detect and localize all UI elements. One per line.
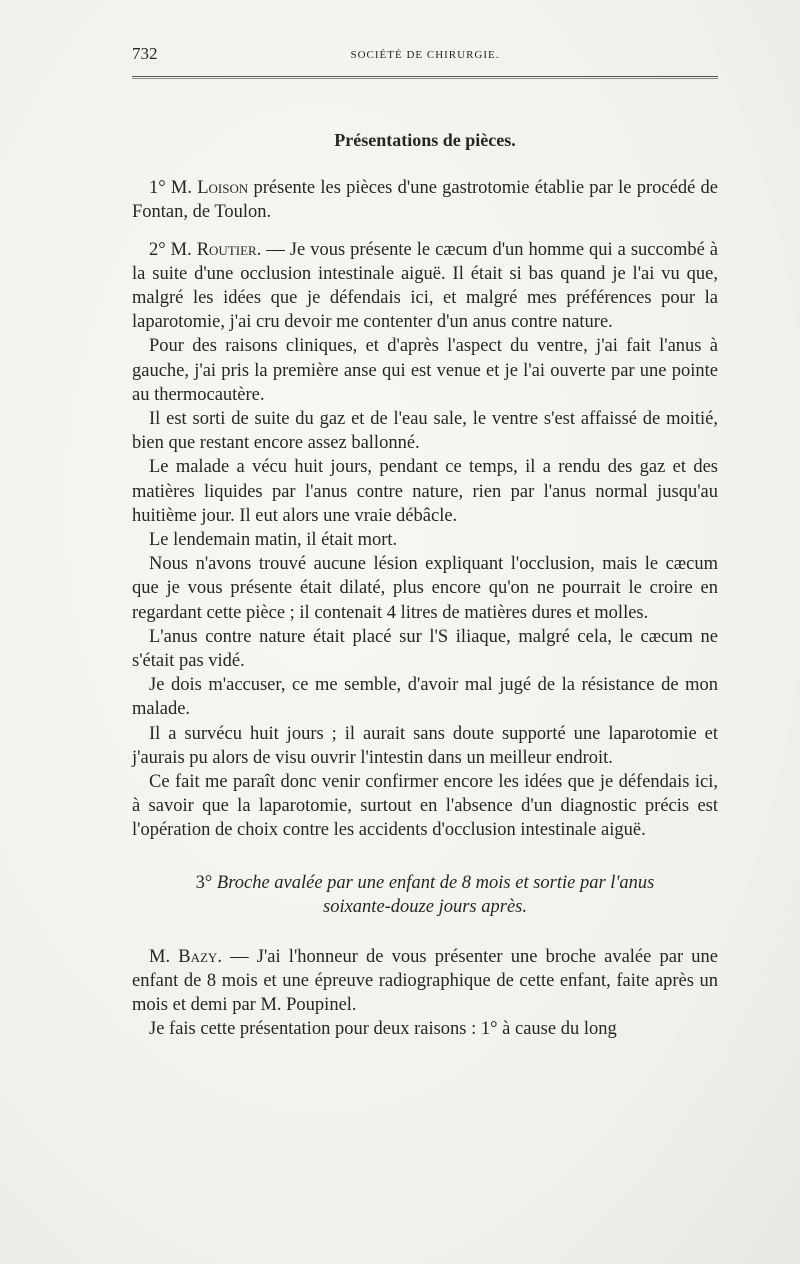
section-title: Présentations de pièces. [334,130,516,150]
paragraph: Il est sorti de suite du gaz et de l'eau sale, le ventre s'est affaissé de moitié, bien que restant encore assez ballonné. [132,409,718,454]
body-text [132,128,718,1042]
item-3-speaker-prefix: M. [149,946,179,967]
paragraph: Ce fait me paraît donc venir confirmer encore les idées que je défendais ici, à savoir que la laparotomie, surtout en l'absence d'un diagnostic précis est l'opération de choix contre les accidents d'occlusion intestinale aiguë. [132,772,718,841]
item-3-title-line-1: Broche avalée par une enfant de 8 mois et sortie par l'anus [216,872,655,893]
item-3-intro-text: . — J'ai l'honneur de vous présenter une broche avalée par une enfant de 8 mois et une épreuve radiographique de cette enfant, faite après un mois et demi par M. Poupinel. [132,946,719,1016]
paragraph: Le lendemain matin, il était mort. [149,530,398,551]
item-1-paragraph [132,176,718,224]
paragraph: Je fais cette présentation pour deux raisons : 1° à cause du long [149,1019,617,1040]
paragraph: Je dois m'accuser, ce me semble, d'avoir mal jugé de la résistance de mon malade. [132,675,718,720]
item-3-speaker: Bazy [178,946,218,967]
item-2-name: Routier [196,239,257,260]
paragraph: L'anus contre nature était placé sur l'S iliaque, malgré cela, le cæcum ne s'était pas vidé. [132,626,718,672]
item-2-intro [132,238,718,335]
header-rule [132,76,718,79]
item-3-number: 3° [195,872,217,893]
item-1-text: présente les pièces d'une gastrotomie établie par le procédé de Fontan, de Toulon. [132,178,718,223]
paragraph: Nous n'avons trouvé aucune lésion expliquant l'occlusion, mais le cæcum que je vous présente était dilaté, plus encore qu'on ne pourrait le croire en regardant cette pièce ; il contenait 4 litres de matières dures et molles. [132,554,718,623]
item-2-prefix: 2° M. [149,239,197,260]
running-head: SOCIÉTÉ DE CHIRURGIE. [350,49,500,61]
item-3-title [132,871,718,919]
item-1-name: Loison [197,178,249,199]
paragraph: Pour des raisons cliniques, et d'après l'aspect du ventre, j'ai fait l'anus à gauche, j'ai pris la première anse qui est venue et je l'ai ouverte par une pointe au thermocautère. [132,336,718,405]
page-header [132,44,718,68]
page-number: 732 [132,44,158,63]
item-1-prefix: 1° M. [149,178,198,199]
paragraph: Le malade a vécu huit jours, pendant ce temps, il a rendu des gaz et des matières liquides par l'anus contre nature, rien par l'anus normal jusqu'au huitième jour. Il eut alors une vraie débâcle. [132,457,718,526]
paragraph: Il a survécu huit jours ; il aurait sans doute supporté une laparotomie et j'aurais pu alors de visu ouvrir l'intestin dans un meilleur endroit. [132,723,718,768]
item-3-intro [132,945,718,1018]
item-3-title-line-2: soixante-douze jours après. [323,896,527,917]
item-2-intro-text: . — Je vous présente le cæcum d'un homme qui a succombé à la suite d'une occlusion intestinale aiguë. Il était si bas quand je l'ai vu que, malgré les idées que je défendais ici, et malgré mes préférences pour la laparotomie, j'ai cru devoir me contenter d'un anus contre nature. [132,239,718,333]
